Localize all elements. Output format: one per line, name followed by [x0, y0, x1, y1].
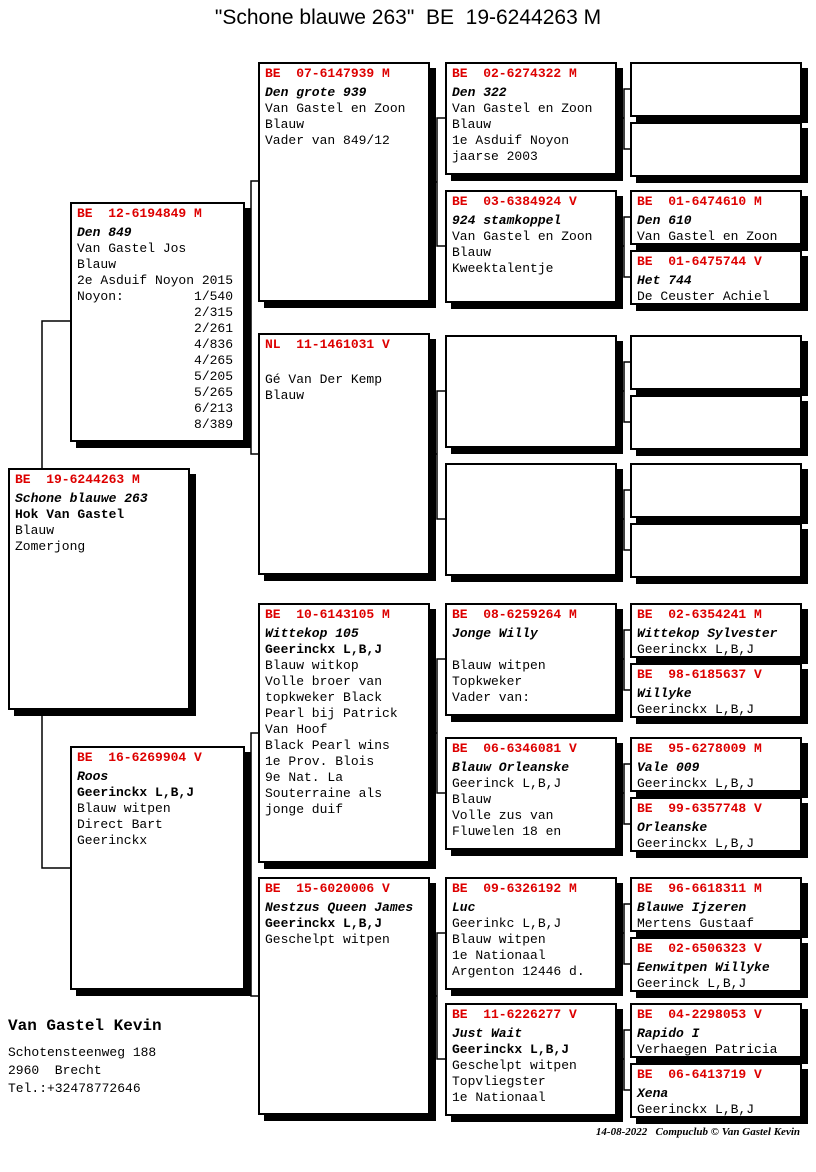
pedigree-text-line: Blauw witpen	[452, 932, 546, 947]
pedigree-box-ggp-4	[445, 463, 617, 576]
pedigree-text-line: Rapido I	[637, 1026, 700, 1041]
pedigree-text-line: Van Hoof	[265, 722, 328, 737]
ring-number: BE 96-6618311 M	[637, 881, 762, 896]
pedigree-box-gggp-13	[630, 877, 802, 932]
pedigree-text-line: Vader van:	[452, 690, 531, 705]
pedigree-box-gggp-12	[630, 797, 802, 852]
pedigree-text-line: Geerinckx L,B,J	[637, 642, 755, 657]
pedigree-text-line: Volle broer van	[265, 674, 383, 689]
pedigree-text-line: Topvliegster	[452, 1074, 546, 1089]
pedigree-text-line: Wittekop Sylvester	[637, 626, 778, 641]
pedigree-box-mat-grandfather	[258, 603, 430, 863]
pedigree-text-line: Den 610	[637, 213, 692, 228]
pedigree-text-line: Just Wait	[452, 1026, 523, 1041]
pedigree-text-line: 1e Nationaal	[452, 948, 546, 963]
pedigree-text-line: Direct Bart	[77, 817, 163, 832]
pedigree-text-line: Het 744	[637, 273, 692, 288]
pedigree-text-line	[452, 642, 610, 658]
pedigree-text-line: Blauw	[265, 117, 305, 132]
pedigree-text-line: Volle zus van	[452, 808, 554, 823]
ring-number: BE 02-6274322 M	[452, 66, 577, 81]
pedigree-text-line: Xena	[637, 1086, 669, 1101]
ring-number: BE 04-2298053 V	[637, 1007, 762, 1022]
pedigree-box-ggp-1	[445, 62, 617, 175]
pedigree-text-line: Geerinckx L,B,J	[265, 916, 383, 931]
pedigree-box-pat-grandmother	[258, 333, 430, 575]
pedigree-text-line: Geschelpt witpen	[265, 932, 390, 947]
pedigree-text-line: 4/265	[77, 353, 234, 368]
pedigree-box-gggp-3	[630, 190, 802, 245]
pedigree-text-line: Souterraine als	[265, 786, 383, 801]
pedigree-text-line: Gé Van Der Kemp	[265, 372, 383, 387]
pedigree-box-mat-grandmother	[258, 877, 430, 1115]
pedigree-text-line: Mertens Gustaaf	[637, 916, 755, 931]
ring-number: BE 01-6475744 V	[637, 254, 762, 269]
pedigree-text-line: Geerinckx L,B,J	[637, 1102, 755, 1117]
pedigree-text-line: Van Gastel en Zoon	[265, 101, 406, 116]
pedigree-text-line: Den grote 939	[265, 85, 367, 100]
pedigree-box-gggp-10	[630, 663, 802, 718]
ring-number: NL 11-1461031 V	[265, 337, 390, 352]
ring-number: BE 19-6244263 M	[15, 472, 140, 487]
ring-number: BE 06-6413719 V	[637, 1067, 762, 1082]
pedigree-box-ggp-8	[445, 1003, 617, 1116]
pedigree-text-line: 5/265	[77, 385, 234, 400]
pedigree-text-line: Den 322	[452, 85, 507, 100]
pedigree-text-line: Noyon: 1/540	[77, 289, 234, 304]
pedigree-text-line: 4/836	[77, 337, 234, 352]
pedigree-text-line: Jonge Willy	[452, 626, 538, 641]
pedigree-box-gggp-4	[630, 250, 802, 305]
owner-address-city: 2960 Brecht	[8, 1063, 102, 1078]
pedigree-text-line: Eenwitpen Willyke	[637, 960, 770, 975]
pedigree-text-line: Luc	[452, 900, 476, 915]
pedigree-box-father	[70, 202, 245, 442]
pedigree-box-gggp-14	[630, 937, 802, 992]
pedigree-box-gggp-8	[630, 523, 802, 578]
pedigree-text-line: 924 stamkoppel	[452, 213, 562, 228]
pedigree-text-line: Blauw	[77, 257, 117, 272]
pedigree-text-line: Argenton 12446 d.	[452, 964, 585, 979]
owner-address-street: Schotensteenweg 188	[8, 1045, 157, 1060]
pedigree-text-line: Blauwe Ijzeren	[637, 900, 747, 915]
pedigree-box-ggp-5	[445, 603, 617, 716]
pedigree-text-line: Blauw	[452, 117, 492, 132]
pedigree-text-line: Blauw	[15, 523, 55, 538]
pedigree-text-line: Blauw witpen	[77, 801, 171, 816]
pedigree-text-line: Van Gastel en Zoon	[637, 229, 778, 244]
pedigree-box-gggp-6	[630, 395, 802, 450]
pedigree-text-line: 9e Nat. La	[265, 770, 344, 785]
pedigree-box-gggp-11	[630, 737, 802, 792]
pedigree-text-line: Vader van 849/12	[265, 133, 390, 148]
pedigree-text-line: Van Gastel en Zoon	[452, 229, 593, 244]
owner-name: Van Gastel Kevin	[8, 1017, 162, 1035]
pedigree-box-ggp-2	[445, 190, 617, 303]
owner-block	[8, 1016, 162, 1098]
pedigree-box-gggp-16	[630, 1063, 802, 1118]
pedigree-text-line: Geschelpt witpen	[452, 1058, 577, 1073]
pedigree-text-line: 1e Asduif Noyon	[452, 133, 570, 148]
pedigree-text-line	[265, 356, 423, 372]
pedigree-text-line: Roos	[77, 769, 109, 784]
pedigree-text-line: Geerinckx	[77, 833, 148, 848]
pedigree-text-line: Schone blauwe 263	[15, 491, 148, 506]
pedigree-box-ggp-3	[445, 335, 617, 448]
ring-number: BE 10-6143105 M	[265, 607, 390, 622]
pedigree-text-line: 2/261	[77, 321, 234, 336]
pedigree-text-line: 5/205	[77, 369, 234, 384]
pedigree-box-gggp-7	[630, 463, 802, 518]
pedigree-text-line: Blauw	[452, 792, 492, 807]
ring-number: BE 06-6346081 V	[452, 741, 577, 756]
pedigree-text-line: jaarse 2003	[452, 149, 538, 164]
pedigree-text-line: Blauw witpen	[452, 658, 546, 673]
pedigree-box-mother	[70, 746, 245, 990]
pedigree-text-line: Topkweker	[452, 674, 523, 689]
pedigree-text-line: Verhaegen Patricia	[637, 1042, 778, 1057]
pedigree-text-line: Hok Van Gastel	[15, 507, 125, 522]
pedigree-text-line: Geerinckx L,B,J	[265, 642, 383, 657]
pedigree-text-line: 2e Asduif Noyon 2015	[77, 273, 234, 288]
ring-number: BE 16-6269904 V	[77, 750, 202, 765]
pedigree-title: "Schone blauwe 263" BE 19-6244263 M	[214, 6, 602, 29]
ring-number: BE 07-6147939 M	[265, 66, 390, 81]
footer-credit: 14-08-2022 Compuclub © Van Gastel Kevin	[595, 1126, 800, 1138]
pedigree-box-gggp-15	[630, 1003, 802, 1058]
ring-number: BE 08-6259264 M	[452, 607, 577, 622]
pedigree-box-gggp-1	[630, 62, 802, 117]
pedigree-text-line: Vale 009	[637, 760, 700, 775]
pedigree-text-line: 6/213	[77, 401, 234, 416]
pedigree-text-line: Blauw	[265, 388, 305, 403]
pedigree-box-subject	[8, 468, 190, 710]
pedigree-box-pat-grandfather	[258, 62, 430, 302]
ring-number: BE 03-6384924 V	[452, 194, 577, 209]
pedigree-text-line: Fluwelen 18 en	[452, 824, 562, 839]
pedigree-text-line: De Ceuster Achiel	[637, 289, 770, 304]
pedigree-text-line: Zomerjong	[15, 539, 86, 554]
ring-number: BE 99-6357748 V	[637, 801, 762, 816]
pedigree-box-gggp-9	[630, 603, 802, 658]
pedigree-text-line: Blauw witkop	[265, 658, 359, 673]
pedigree-text-line: Geerinck L,B,J	[637, 976, 747, 991]
pedigree-text-line: 2/315	[77, 305, 234, 320]
pedigree-text-line: Geerinckx L,B,J	[637, 702, 755, 717]
ring-number: BE 02-6354241 M	[637, 607, 762, 622]
pedigree-text-line: Geerinckx L,B,J	[77, 785, 195, 800]
pedigree-box-ggp-6	[445, 737, 617, 850]
owner-phone: Tel.:+32478772646	[8, 1081, 141, 1096]
pedigree-box-gggp-2	[630, 122, 802, 177]
ring-number: BE 01-6474610 M	[637, 194, 762, 209]
pedigree-text-line: Geerinckx L,B,J	[452, 1042, 570, 1057]
pedigree-text-line: Kweektalentje	[452, 261, 554, 276]
pedigree-text-line: Geerinck L,B,J	[452, 776, 562, 791]
pedigree-text-line: Orleanske	[637, 820, 708, 835]
ring-number: BE 15-6020006 V	[265, 881, 390, 896]
ring-number: BE 98-6185637 V	[637, 667, 762, 682]
pedigree-text-line: topkweker Black	[265, 690, 383, 705]
pedigree-text-line: 8/389	[77, 417, 234, 432]
pedigree-text-line: Black Pearl wins	[265, 738, 390, 753]
ring-number: BE 09-6326192 M	[452, 881, 577, 896]
pedigree-text-line: Blauw	[452, 245, 492, 260]
pedigree-text-line: Wittekop 105	[265, 626, 359, 641]
pedigree-box-gggp-5	[630, 335, 802, 390]
pedigree-text-line: Den 849	[77, 225, 132, 240]
pedigree-text-line: Van Gastel Jos	[77, 241, 187, 256]
pedigree-text-line: Geerinckx L,B,J	[637, 776, 755, 791]
ring-number: BE 11-6226277 V	[452, 1007, 577, 1022]
pedigree-text-line: Van Gastel en Zoon	[452, 101, 593, 116]
pedigree-text-line: Blauw Orleanske	[452, 760, 570, 775]
pedigree-text-line: 1e Prov. Blois	[265, 754, 375, 769]
pedigree-text-line: Geerinkc L,B,J	[452, 916, 562, 931]
ring-number: BE 12-6194849 M	[77, 206, 202, 221]
ring-number: BE 02-6506323 V	[637, 941, 762, 956]
pedigree-text-line: Geerinckx L,B,J	[637, 836, 755, 851]
pedigree-text-line: 1e Nationaal	[452, 1090, 546, 1105]
pedigree-text-line: Pearl bij Patrick	[265, 706, 398, 721]
pedigree-text-line: Nestzus Queen James	[265, 900, 414, 915]
pedigree-text-line: jonge duif	[265, 802, 344, 817]
pedigree-text-line: Willyke	[637, 686, 692, 701]
ring-number: BE 95-6278009 M	[637, 741, 762, 756]
pedigree-box-ggp-7	[445, 877, 617, 990]
